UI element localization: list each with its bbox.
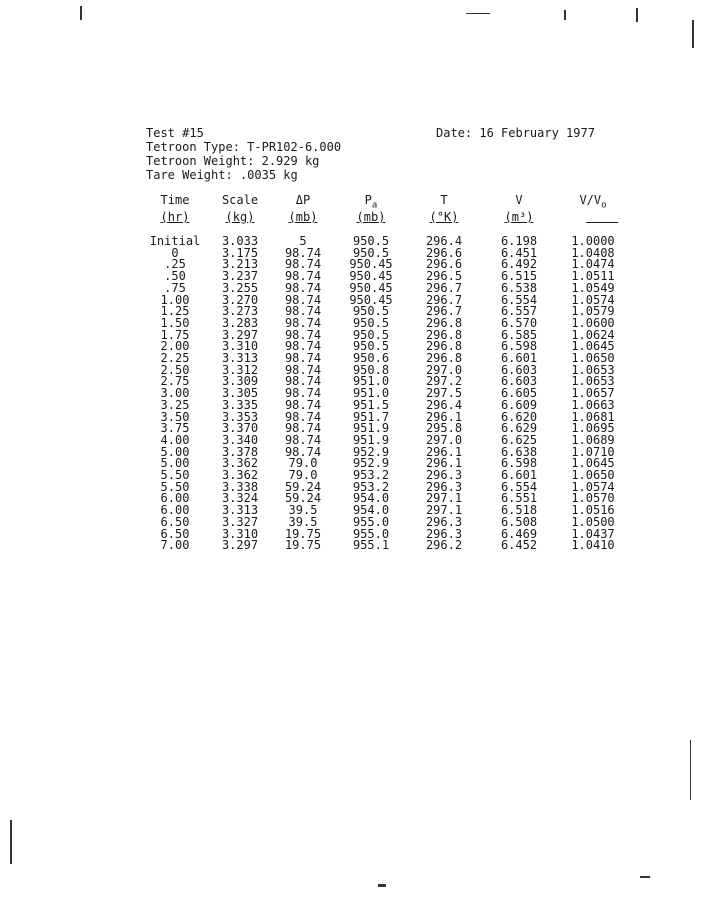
test-number: Test #15 bbox=[146, 126, 204, 140]
table-cell: 1.0650 bbox=[571, 351, 615, 366]
table-cell: 3.310 bbox=[221, 526, 259, 541]
table-cell: 1.00 bbox=[160, 292, 190, 307]
table-cell: 1.0579 bbox=[571, 304, 615, 319]
table-cell: 3.033 bbox=[221, 234, 259, 248]
col-header-pa-sub: a bbox=[371, 200, 378, 211]
col-header-vvo-sub: o bbox=[601, 200, 607, 211]
table-cell: 1.0653 bbox=[571, 374, 615, 389]
table-cell: 3.25 bbox=[160, 397, 190, 412]
table-cell: 6.198 bbox=[500, 234, 538, 248]
col-header-vvo-name: V/V bbox=[579, 193, 602, 207]
table-cell: 1.0653 bbox=[571, 362, 615, 377]
table-cell: 1.0570 bbox=[571, 491, 615, 506]
table-cell: 296.6 bbox=[425, 245, 463, 260]
table-cell: 6.570 bbox=[500, 315, 538, 330]
table-cell: 951.5 bbox=[352, 397, 390, 412]
table-cell: 98.74 bbox=[284, 362, 322, 377]
table-cell: 950.5 bbox=[352, 234, 390, 248]
table-cell: 2.00 bbox=[160, 339, 190, 354]
table-cell: 6.620 bbox=[500, 409, 538, 424]
col-header-volume: V bbox=[515, 193, 523, 207]
table-cell: 296.8 bbox=[425, 351, 463, 366]
scan-mark bbox=[640, 876, 650, 878]
table-cell: 39.5 bbox=[288, 503, 318, 518]
table-cell: 6.598 bbox=[500, 456, 538, 471]
table-cell: 296.7 bbox=[425, 292, 463, 307]
table-cell: 954.0 bbox=[352, 503, 390, 518]
table-cell: 1.0710 bbox=[571, 444, 615, 459]
scan-mark bbox=[636, 8, 638, 22]
table-cell: 98.74 bbox=[284, 269, 322, 284]
table-cell: 1.0657 bbox=[571, 386, 615, 401]
table-cell: 5.50 bbox=[160, 468, 190, 483]
table-cell: 5.50 bbox=[160, 479, 190, 494]
table-cell: 3.309 bbox=[221, 374, 259, 389]
table-cell: 1.0500 bbox=[571, 514, 615, 529]
table-cell: 4.00 bbox=[160, 432, 190, 447]
col-header-temperature: T bbox=[440, 193, 448, 207]
table-cell: 79.0 bbox=[288, 468, 318, 483]
table-cell: 0 bbox=[171, 245, 179, 260]
table-cell: Initial bbox=[149, 234, 201, 248]
table-cell: 6.601 bbox=[500, 351, 538, 366]
table-cell: 6.625 bbox=[500, 432, 538, 447]
table-cell: 39.5 bbox=[288, 514, 318, 529]
table-cell: 6.515 bbox=[500, 269, 538, 284]
table-cell: .50 bbox=[164, 269, 186, 284]
table-cell: 297.0 bbox=[425, 362, 463, 377]
table-cell: 3.237 bbox=[221, 269, 259, 284]
table-cell: 296.4 bbox=[425, 397, 463, 412]
table-cell: 3.213 bbox=[221, 257, 259, 272]
table-cell: 1.0410 bbox=[571, 538, 615, 553]
table-cell: 950.5 bbox=[352, 315, 390, 330]
table-cell: 6.508 bbox=[500, 514, 538, 529]
col-header-delta-p: ΔP bbox=[295, 193, 311, 207]
table-cell: 1.0681 bbox=[571, 409, 615, 424]
table-cell: 1.0549 bbox=[571, 280, 615, 295]
table-cell: 296.3 bbox=[425, 526, 463, 541]
table-cell: 950.45 bbox=[349, 257, 393, 272]
table-cell: 3.297 bbox=[221, 538, 259, 553]
table-cell: 19.75 bbox=[284, 538, 322, 553]
scan-mark bbox=[692, 20, 694, 48]
table-cell: 6.469 bbox=[500, 526, 538, 541]
table-cell: .75 bbox=[164, 280, 186, 295]
col-header-pa-name: P bbox=[364, 193, 372, 207]
table-cell: 98.74 bbox=[284, 327, 322, 342]
table-cell: 98.74 bbox=[284, 245, 322, 260]
scan-mark bbox=[80, 6, 82, 20]
table-cell: 2.25 bbox=[160, 351, 190, 366]
table-cell: 1.0511 bbox=[571, 269, 615, 284]
table-cell: 98.74 bbox=[284, 280, 322, 295]
table-cell: 3.335 bbox=[221, 397, 259, 412]
col-unit-temperature: (°K) bbox=[429, 210, 459, 224]
table-cell: 98.74 bbox=[284, 421, 322, 436]
measurement-table bbox=[140, 236, 630, 552]
col-unit-pa: (mb) bbox=[356, 210, 386, 224]
table-cell: 98.74 bbox=[284, 409, 322, 424]
table-cell: 296.2 bbox=[425, 538, 463, 553]
table-cell: 950.45 bbox=[349, 269, 393, 284]
table-cell: 952.9 bbox=[352, 444, 390, 459]
table-cell: 296.7 bbox=[425, 304, 463, 319]
table-cell: 297.0 bbox=[425, 432, 463, 447]
table-cell: 3.270 bbox=[221, 292, 259, 307]
table-cell: 6.638 bbox=[500, 444, 538, 459]
table-cell: 296.1 bbox=[425, 444, 463, 459]
table-cell: 2.50 bbox=[160, 362, 190, 377]
table-cell: 98.74 bbox=[284, 315, 322, 330]
table-cell: 955.0 bbox=[352, 514, 390, 529]
table-cell: 296.8 bbox=[425, 339, 463, 354]
table-cell: 296.1 bbox=[425, 456, 463, 471]
table-cell: 297.1 bbox=[425, 491, 463, 506]
table-cell: 950.5 bbox=[352, 245, 390, 260]
table-cell: 3.362 bbox=[221, 456, 259, 471]
table-cell: 3.283 bbox=[221, 315, 259, 330]
table-cell: 3.305 bbox=[221, 386, 259, 401]
table-cell: 1.0663 bbox=[571, 397, 615, 412]
table-cell: 3.312 bbox=[221, 362, 259, 377]
table-cell: 3.324 bbox=[221, 491, 259, 506]
col-header-time: Time bbox=[160, 193, 190, 207]
table-cell: 1.0000 bbox=[571, 234, 615, 248]
table-cell: 954.0 bbox=[352, 491, 390, 506]
table-cell: 3.00 bbox=[160, 386, 190, 401]
table-cell: 952.9 bbox=[352, 456, 390, 471]
col-unit-time: (hr) bbox=[160, 210, 190, 224]
table-cell: 296.6 bbox=[425, 257, 463, 272]
tetroon-weight: Tetroon Weight: 2.929 kg bbox=[146, 154, 320, 168]
table-cell: 6.601 bbox=[500, 468, 538, 483]
table-cell: 1.0574 bbox=[571, 292, 615, 307]
table-cell: 59.24 bbox=[284, 491, 322, 506]
table-cell: 1.25 bbox=[160, 304, 190, 319]
volume-ratio-underline bbox=[586, 222, 618, 223]
table-cell: 296.8 bbox=[425, 327, 463, 342]
table-cell: 950.45 bbox=[349, 280, 393, 295]
table-cell: 6.603 bbox=[500, 362, 538, 377]
table-cell: 296.7 bbox=[425, 280, 463, 295]
table-cell: 3.340 bbox=[221, 432, 259, 447]
tare-weight: Tare Weight: .0035 kg bbox=[146, 168, 298, 182]
table-cell: 3.327 bbox=[221, 514, 259, 529]
table-cell: 3.362 bbox=[221, 468, 259, 483]
table-cell: 296.8 bbox=[425, 315, 463, 330]
table-cell: 1.0645 bbox=[571, 456, 615, 471]
table-cell: 3.255 bbox=[221, 280, 259, 295]
table-cell: 3.175 bbox=[221, 245, 259, 260]
table-cell: 3.297 bbox=[221, 327, 259, 342]
scan-mark bbox=[564, 10, 566, 20]
table-cell: 953.2 bbox=[352, 468, 390, 483]
table-cell: 1.50 bbox=[160, 315, 190, 330]
table-cell: 950.5 bbox=[352, 327, 390, 342]
table-cell: 6.554 bbox=[500, 292, 538, 307]
table-cell: 296.5 bbox=[425, 269, 463, 284]
scan-mark bbox=[378, 884, 386, 887]
table-cell: 953.2 bbox=[352, 479, 390, 494]
table-cell: 3.75 bbox=[160, 421, 190, 436]
table-cell: 955.1 bbox=[352, 538, 390, 553]
col-header-volume-ratio bbox=[556, 193, 630, 210]
table-cell: 3.50 bbox=[160, 409, 190, 424]
table-cell: 1.0516 bbox=[571, 503, 615, 518]
table-cell: 79.0 bbox=[288, 456, 318, 471]
table-cell: 951.9 bbox=[352, 421, 390, 436]
table-cell: 5 bbox=[299, 234, 307, 248]
table-cell: 3.353 bbox=[221, 409, 259, 424]
table-cell: 98.74 bbox=[284, 339, 322, 354]
table-cell: 59.24 bbox=[284, 479, 322, 494]
table-cell: 2.75 bbox=[160, 374, 190, 389]
table-cell: 6.609 bbox=[500, 397, 538, 412]
table-cell: 98.74 bbox=[284, 304, 322, 319]
table-cell: 1.0624 bbox=[571, 327, 615, 342]
table-cell: 6.603 bbox=[500, 374, 538, 389]
scan-mark bbox=[690, 740, 691, 800]
table-cell: 1.0650 bbox=[571, 468, 615, 483]
scan-mark bbox=[10, 820, 12, 864]
table-cell: 1.0645 bbox=[571, 339, 615, 354]
table-cell: 5.00 bbox=[160, 444, 190, 459]
table-cell: 955.0 bbox=[352, 526, 390, 541]
table-cell: 296.3 bbox=[425, 514, 463, 529]
table-cell: 6.629 bbox=[500, 421, 538, 436]
table-cell: 3.370 bbox=[221, 421, 259, 436]
table-cell: 296.3 bbox=[425, 468, 463, 483]
table-cell: 297.1 bbox=[425, 503, 463, 518]
table-row bbox=[140, 540, 630, 552]
table-cell: 6.605 bbox=[500, 386, 538, 401]
table-cell: 3.378 bbox=[221, 444, 259, 459]
table-cell: 5.00 bbox=[160, 456, 190, 471]
table-cell: 6.00 bbox=[160, 503, 190, 518]
table-cell: 951.0 bbox=[352, 374, 390, 389]
table-cell: 7.00 bbox=[160, 538, 190, 553]
test-date: Date: 16 February 1977 bbox=[436, 126, 595, 140]
col-header-scale: Scale bbox=[221, 193, 259, 207]
scan-mark bbox=[466, 13, 490, 14]
table-cell: 6.538 bbox=[500, 280, 538, 295]
table-cell: 3.313 bbox=[221, 503, 259, 518]
table-cell: 6.50 bbox=[160, 526, 190, 541]
table-cell: 3.310 bbox=[221, 339, 259, 354]
table-cell: 1.0437 bbox=[571, 526, 615, 541]
table-cell: 6.518 bbox=[500, 503, 538, 518]
table-cell: 6.598 bbox=[500, 339, 538, 354]
table-cell: 98.74 bbox=[284, 432, 322, 447]
table-cell: 6.492 bbox=[500, 257, 538, 272]
table-cell: 98.74 bbox=[284, 292, 322, 307]
col-unit-scale: (kg) bbox=[225, 210, 255, 224]
table-cell: 295.8 bbox=[425, 421, 463, 436]
table-cell: 950.6 bbox=[352, 351, 390, 366]
table-cell: 296.1 bbox=[425, 409, 463, 424]
table-cell: 6.50 bbox=[160, 514, 190, 529]
table-cell: 1.75 bbox=[160, 327, 190, 342]
table-cell: 98.74 bbox=[284, 257, 322, 272]
table-cell: 98.74 bbox=[284, 397, 322, 412]
table-cell: 950.5 bbox=[352, 339, 390, 354]
table-cell: 3.313 bbox=[221, 351, 259, 366]
table-cell: 297.2 bbox=[425, 374, 463, 389]
table-cell: 6.557 bbox=[500, 304, 538, 319]
table-cell: 6.554 bbox=[500, 479, 538, 494]
col-unit-volume: (m³) bbox=[504, 210, 534, 224]
table-cell: 296.3 bbox=[425, 479, 463, 494]
table-cell: 1.0695 bbox=[571, 421, 615, 436]
col-unit-delta-p: (mb) bbox=[288, 210, 318, 224]
table-cell: 98.74 bbox=[284, 351, 322, 366]
table-cell: 6.451 bbox=[500, 245, 538, 260]
table-cell: 6.551 bbox=[500, 491, 538, 506]
table-cell: 3.273 bbox=[221, 304, 259, 319]
table-cell: 98.74 bbox=[284, 386, 322, 401]
table-cell: 6.452 bbox=[500, 538, 538, 553]
tetroon-type: Tetroon Type: T-PR102-6.000 bbox=[146, 140, 342, 154]
table-cell: 297.5 bbox=[425, 386, 463, 401]
table-cell: 1.0689 bbox=[571, 432, 615, 447]
table-cell: 950.45 bbox=[349, 292, 393, 307]
col-header-pa bbox=[336, 193, 406, 210]
table-cell: 3.338 bbox=[221, 479, 259, 494]
table-cell: 1.0474 bbox=[571, 257, 615, 272]
table-cell: 950.8 bbox=[352, 362, 390, 377]
table-cell: 6.585 bbox=[500, 327, 538, 342]
table-cell: 951.0 bbox=[352, 386, 390, 401]
table-cell: 19.75 bbox=[284, 526, 322, 541]
table-cell: 296.4 bbox=[425, 234, 463, 248]
table-cell: .25 bbox=[164, 257, 186, 272]
table-cell: 1.0408 bbox=[571, 245, 615, 260]
table-cell: 98.74 bbox=[284, 444, 322, 459]
table-cell: 6.00 bbox=[160, 491, 190, 506]
table-cell: 1.0574 bbox=[571, 479, 615, 494]
table-cell: 951.9 bbox=[352, 432, 390, 447]
table-cell: 98.74 bbox=[284, 374, 322, 389]
table-cell: 951.7 bbox=[352, 409, 390, 424]
table-cell: 950.5 bbox=[352, 304, 390, 319]
table-cell: 1.0600 bbox=[571, 315, 615, 330]
